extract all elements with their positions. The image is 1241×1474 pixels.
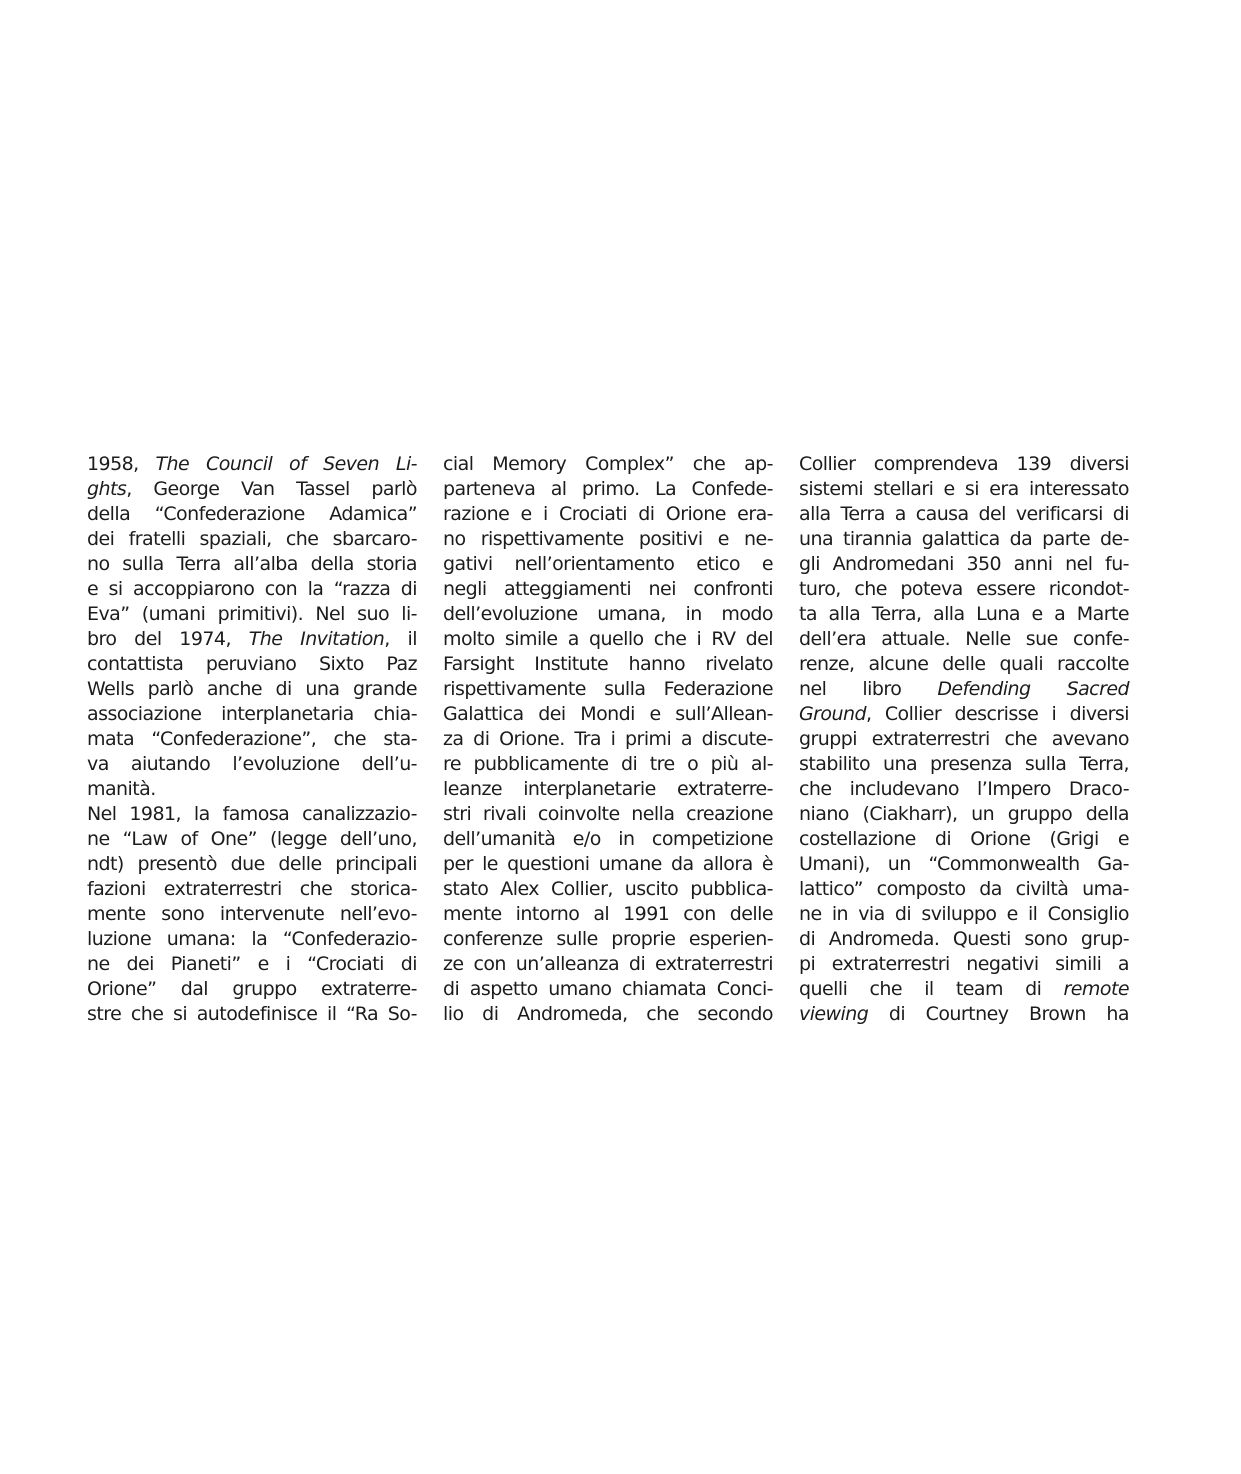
text-line xyxy=(87,652,417,677)
text-run: ne “Law of One” (legge dell’uno, xyxy=(87,828,417,850)
italic-text-run: The Council of Seven Li- xyxy=(155,453,417,475)
text-run: Eva” (umani primitivi). Nel suo li- xyxy=(87,603,417,625)
text-line xyxy=(799,902,1129,927)
italic-text-run: ghts xyxy=(87,478,127,500)
text-run: associazione interplanetaria chia- xyxy=(87,703,417,725)
text-line xyxy=(87,927,417,952)
text-line xyxy=(443,777,773,802)
text-run: renze, alcune delle quali raccolte xyxy=(799,653,1129,675)
text-run: pi extraterrestri negativi simili a xyxy=(799,953,1129,975)
italic-text-run: Ground xyxy=(799,703,867,725)
text-line xyxy=(443,677,773,702)
text-line xyxy=(87,1002,417,1027)
text-line xyxy=(443,752,773,777)
text-line xyxy=(443,502,773,527)
text-line xyxy=(443,602,773,627)
text-run: ne dei Pianeti” e i “Crociati di xyxy=(87,953,417,975)
text-line xyxy=(799,802,1129,827)
text-run: molto simile a quello che i RV del xyxy=(443,628,773,650)
text-line xyxy=(443,577,773,602)
text-run: stato Alex Collier, uscito pubblica- xyxy=(443,878,773,900)
text-line xyxy=(87,477,417,502)
text-run: dell’umanità e/o in competizione xyxy=(443,828,773,850)
italic-text-run: remote xyxy=(1063,978,1129,1000)
text-line xyxy=(87,727,417,752)
text-run: sistemi stellari e si era interessato xyxy=(799,478,1129,500)
text-line xyxy=(87,702,417,727)
text-line xyxy=(87,677,417,702)
text-line xyxy=(799,602,1129,627)
text-run: gli Andromedani 350 anni nel fu- xyxy=(799,553,1129,575)
text-line xyxy=(799,827,1129,852)
text-line xyxy=(87,877,417,902)
text-run: Orione” dal gruppo extraterre- xyxy=(87,978,417,1000)
text-run: razione e i Crociati di Orione era- xyxy=(443,503,773,525)
text-line xyxy=(443,477,773,502)
text-run: Umani), un “Commonwealth Ga- xyxy=(799,853,1129,875)
text-run: gativi nell’orientamento etico e xyxy=(443,553,773,575)
text-column-2 xyxy=(443,452,773,1027)
text-line xyxy=(87,502,417,527)
text-run: cial Memory Complex” che ap- xyxy=(443,453,773,475)
text-run: , il xyxy=(384,628,417,650)
text-line xyxy=(799,952,1129,977)
text-line xyxy=(87,827,417,852)
text-line xyxy=(799,777,1129,802)
text-run: rispettivamente sulla Federazione xyxy=(443,678,773,700)
text-run: niano (Ciakharr), un gruppo della xyxy=(799,803,1129,825)
text-run: , Collier descrisse i diversi xyxy=(866,703,1129,725)
text-line xyxy=(443,527,773,552)
text-run: di Andromeda. Questi sono grup- xyxy=(799,928,1129,950)
text-line xyxy=(87,627,417,652)
text-line xyxy=(799,652,1129,677)
text-line xyxy=(799,977,1129,1002)
text-line xyxy=(799,702,1129,727)
text-line xyxy=(443,802,773,827)
text-run: conferenze sulle proprie esperien- xyxy=(443,928,773,950)
italic-text-run: The Invitation xyxy=(248,628,385,650)
text-run: Wells parlò anche di una grande xyxy=(87,678,417,700)
text-line xyxy=(443,952,773,977)
text-run: quelli che il team di xyxy=(799,978,1064,1000)
text-run: stabilito una presenza sulla Terra, xyxy=(799,753,1129,775)
text-run: Collier comprendeva 139 diversi xyxy=(799,453,1129,475)
text-line xyxy=(87,527,417,552)
text-run: turo, che poteva essere ricondot- xyxy=(799,578,1129,600)
text-line xyxy=(443,902,773,927)
text-line xyxy=(87,902,417,927)
text-column-3 xyxy=(799,452,1129,1027)
text-run: dei fratelli spaziali, che sbarcaro- xyxy=(87,528,417,550)
text-line xyxy=(799,1002,1129,1027)
text-run: manità. xyxy=(87,778,156,800)
text-run: della “Confederazione Adamica” xyxy=(87,503,417,525)
text-run: mata “Confederazione”, che sta- xyxy=(87,728,417,750)
text-run: per le questioni umane da allora è xyxy=(443,853,773,875)
text-line xyxy=(87,452,417,477)
text-run: bro del 1974, xyxy=(87,628,249,650)
text-run: , George Van Tassel parlò xyxy=(126,478,417,500)
text-run: dell’era attuale. Nelle sue confe- xyxy=(799,628,1129,650)
text-run: mente sono intervenute nell’evo- xyxy=(87,903,417,925)
text-line xyxy=(443,727,773,752)
text-run: ta alla Terra, alla Luna e a Marte xyxy=(799,603,1129,625)
text-run: no sulla Terra all’alba della storia xyxy=(87,553,417,575)
text-line xyxy=(799,752,1129,777)
text-run: alla Terra a causa del verificarsi di xyxy=(799,503,1129,525)
text-line xyxy=(87,777,417,802)
text-line xyxy=(443,652,773,677)
text-run: gruppi extraterrestri che avevano xyxy=(799,728,1129,750)
text-run: parteneva al primo. La Confede- xyxy=(443,478,773,500)
text-line xyxy=(87,977,417,1002)
italic-text-run: viewing xyxy=(799,1003,869,1025)
text-line xyxy=(87,952,417,977)
text-run: re pubblicamente di tre o più al- xyxy=(443,753,773,775)
text-line xyxy=(799,627,1129,652)
text-line xyxy=(799,727,1129,752)
text-line xyxy=(87,602,417,627)
text-line xyxy=(799,577,1129,602)
text-line xyxy=(87,552,417,577)
text-run: una tirannia galattica da parte de- xyxy=(799,528,1129,550)
text-run: leanze interplanetarie extraterre- xyxy=(443,778,773,800)
italic-text-run: Defending Sacred xyxy=(937,678,1129,700)
text-run: stri rivali coinvolte nella creazione xyxy=(443,803,773,825)
text-run: lattico” composto da civiltà uma- xyxy=(799,878,1129,900)
text-run: nel libro xyxy=(799,678,938,700)
text-line xyxy=(799,677,1129,702)
text-line xyxy=(799,852,1129,877)
text-line xyxy=(87,852,417,877)
text-line xyxy=(443,977,773,1002)
text-line xyxy=(443,827,773,852)
text-run: costellazione di Orione (Grigi e xyxy=(799,828,1129,850)
text-line xyxy=(799,877,1129,902)
text-run: di Courtney Brown ha xyxy=(868,1003,1129,1025)
text-line xyxy=(443,927,773,952)
text-column-1 xyxy=(87,452,417,1027)
text-line xyxy=(799,527,1129,552)
text-run: lio di Andromeda, che secondo xyxy=(443,1003,773,1025)
text-run: fazioni extraterrestri che storica- xyxy=(87,878,417,900)
text-run: Galattica dei Mondi e sull’Allean- xyxy=(443,703,773,725)
text-run: luzione umana: la “Confederazio- xyxy=(87,928,417,950)
text-run: za di Orione. Tra i primi a discute- xyxy=(443,728,773,750)
text-line xyxy=(443,1002,773,1027)
text-line xyxy=(87,752,417,777)
text-line xyxy=(443,877,773,902)
text-run: contattista peruviano Sixto Paz xyxy=(87,653,417,675)
text-run: stre che si autodefinisce il “Ra So- xyxy=(87,1003,417,1025)
text-run: Nel 1981, la famosa canalizzazio- xyxy=(87,803,417,825)
text-line xyxy=(443,627,773,652)
text-line xyxy=(443,702,773,727)
text-line xyxy=(87,802,417,827)
text-run: negli atteggiamenti nei confronti xyxy=(443,578,773,600)
text-run: mente intorno al 1991 con delle xyxy=(443,903,773,925)
text-run: ndt) presentò due delle principali xyxy=(87,853,417,875)
text-line xyxy=(799,502,1129,527)
text-line xyxy=(87,577,417,602)
text-run: Farsight Institute hanno rivelato xyxy=(443,653,773,675)
text-run: e si accoppiarono con la “razza di xyxy=(87,578,417,600)
text-run: ze con un’alleanza di extraterrestri xyxy=(443,953,773,975)
text-run: 1958, xyxy=(87,453,156,475)
text-run: ne in via di sviluppo e il Consiglio xyxy=(799,903,1129,925)
text-line xyxy=(799,477,1129,502)
text-line xyxy=(799,927,1129,952)
text-line xyxy=(799,552,1129,577)
text-line xyxy=(443,452,773,477)
text-line xyxy=(799,452,1129,477)
text-line xyxy=(443,852,773,877)
text-run: dell’evoluzione umana, in modo xyxy=(443,603,773,625)
text-line xyxy=(443,552,773,577)
text-run: no rispettivamente positivi e ne- xyxy=(443,528,773,550)
text-run: che includevano l’Impero Draco- xyxy=(799,778,1129,800)
text-run: va aiutando l’evoluzione dell’u- xyxy=(87,753,417,775)
text-run: di aspetto umano chiamata Conci- xyxy=(443,978,773,1000)
